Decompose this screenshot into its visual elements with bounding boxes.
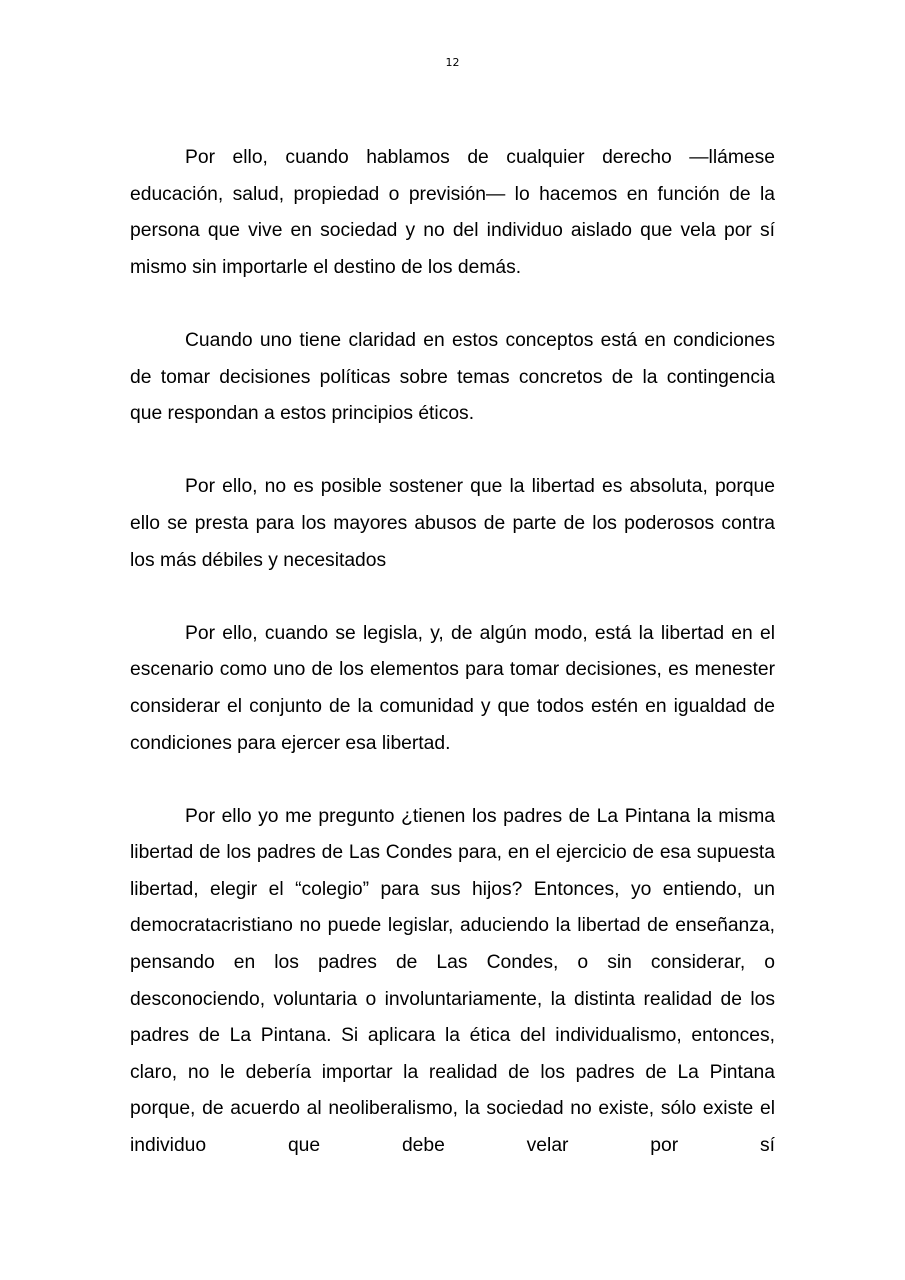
paragraph-3: Por ello, no es posible sostener que la libertad es absoluta, porque ello se presta para los mayores abusos de parte de los poderosos contra los más débiles y necesitados bbox=[130, 476, 775, 571]
document-body bbox=[130, 140, 775, 1201]
page-number: 12 bbox=[445, 56, 460, 69]
paragraph-5: Por ello yo me pregunto ¿tienen los padres de La Pintana la misma libertad de los padres de Las Condes para, en el ejercicio de esa supuesta libertad, elegir el “colegio” para sus hijos? Entonces, yo entiendo, un democratacristiano no puede legislar, aduciendo la libertad de enseñanza, pensando en los padres de Las Condes, o sin considerar, o desconociendo, voluntaria o involuntariamente, la distinta realidad de los padres de La Pintana. Si aplicara la ética del individualismo, entonces, claro, no le debería importar la realidad de los padres de La Pintana porque, de acuerdo al neoliberalismo, la sociedad no existe, sólo existe el individuo que debe velar por sí bbox=[130, 805, 775, 1157]
paragraph-1: Por ello, cuando hablamos de cualquier derecho —llámese educación, salud, propiedad o previsión— lo hacemos en función de la persona que vive en sociedad y no del individuo aislado que vela por sí mismo sin importarle el destino de los demás. bbox=[130, 147, 775, 278]
paragraph-4: Por ello, cuando se legisla, y, de algún modo, está la libertad en el escenario como uno de los elementos para tomar decisiones, es menester considerar el conjunto de la comunidad y que todos estén en igualdad de condiciones para ejercer esa libertad. bbox=[130, 622, 775, 754]
paragraph-2: Cuando uno tiene claridad en estos conceptos está en condiciones de tomar decisiones políticas sobre temas concretos de la contingencia que respondan a estos principios éticos. bbox=[130, 329, 775, 425]
